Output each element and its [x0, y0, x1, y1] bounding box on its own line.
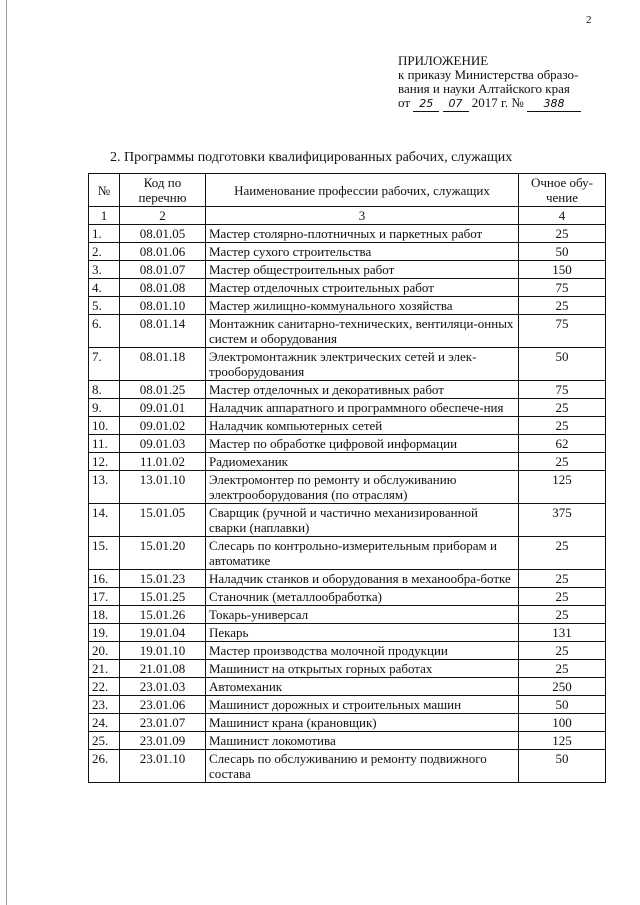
table-row: [89, 660, 606, 678]
row-number: 7.: [89, 348, 120, 381]
row-number: 17.: [89, 588, 120, 606]
table-row: [89, 435, 606, 453]
profession-name: Машинист локомотива: [206, 732, 519, 750]
table-row: [89, 678, 606, 696]
table-row: [89, 453, 606, 471]
row-number: 21.: [89, 660, 120, 678]
program-code: 08.01.06: [120, 243, 206, 261]
full-time-count: 250: [519, 678, 606, 696]
program-code: 08.01.05: [120, 225, 206, 243]
table-row: [89, 696, 606, 714]
header-profession: Наименование профессии рабочих, служащих: [206, 174, 519, 207]
table-row: [89, 225, 606, 243]
profession-name: Мастер производства молочной продукции: [206, 642, 519, 660]
full-time-count: 62: [519, 435, 606, 453]
program-code: 19.01.04: [120, 624, 206, 642]
table-row: [89, 471, 606, 504]
row-number: 19.: [89, 624, 120, 642]
profession-name: Радиомеханик: [206, 453, 519, 471]
full-time-count: 25: [519, 225, 606, 243]
row-number: 23.: [89, 696, 120, 714]
full-time-count: 131: [519, 624, 606, 642]
full-time-count: 125: [519, 471, 606, 504]
full-time-count: 125: [519, 732, 606, 750]
appendix-header: [398, 54, 608, 112]
table-row: [89, 606, 606, 624]
appendix-line-2: вания и науки Алтайского края: [398, 81, 570, 96]
profession-name: Мастер по обработке цифровой информации: [206, 435, 519, 453]
column-number: 2: [120, 207, 206, 225]
row-number: 22.: [89, 678, 120, 696]
program-code: 08.01.18: [120, 348, 206, 381]
table-row: [89, 750, 606, 783]
profession-name: Слесарь по контрольно-измерительным приборам и автоматике: [206, 537, 519, 570]
header-full-time: Очное обу-чение: [519, 174, 606, 207]
programs-table: [88, 173, 606, 783]
program-code: 15.01.26: [120, 606, 206, 624]
profession-name: Наладчик станков и оборудования в механообра-ботке: [206, 570, 519, 588]
full-time-count: 25: [519, 297, 606, 315]
full-time-count: 25: [519, 606, 606, 624]
program-code: 15.01.20: [120, 537, 206, 570]
appendix-line-1: к приказу Министерства образо-: [398, 67, 579, 82]
profession-name: Слесарь по обслуживанию и ремонту подвижного состава: [206, 750, 519, 783]
row-number: 8.: [89, 381, 120, 399]
order-day: 25: [413, 97, 439, 112]
program-code: 08.01.25: [120, 381, 206, 399]
row-number: 16.: [89, 570, 120, 588]
table-row: [89, 261, 606, 279]
full-time-count: 25: [519, 453, 606, 471]
profession-name: Станочник (металлообработка): [206, 588, 519, 606]
page-number: 2: [586, 14, 592, 26]
row-number: 10.: [89, 417, 120, 435]
row-number: 6.: [89, 315, 120, 348]
full-time-count: 25: [519, 660, 606, 678]
full-time-count: 75: [519, 315, 606, 348]
row-number: 15.: [89, 537, 120, 570]
row-number: 13.: [89, 471, 120, 504]
program-code: 23.01.03: [120, 678, 206, 696]
table-body: [89, 225, 606, 783]
program-code: 08.01.14: [120, 315, 206, 348]
row-number: 11.: [89, 435, 120, 453]
profession-name: Мастер жилищно-коммунального хозяйства: [206, 297, 519, 315]
program-code: 08.01.08: [120, 279, 206, 297]
program-code: 09.01.02: [120, 417, 206, 435]
program-code: 11.01.02: [120, 453, 206, 471]
table-row: [89, 381, 606, 399]
profession-name: Пекарь: [206, 624, 519, 642]
table-row: [89, 399, 606, 417]
profession-name: Токарь-универсал: [206, 606, 519, 624]
table-row: [89, 348, 606, 381]
profession-name: Машинист крана (крановщик): [206, 714, 519, 732]
profession-name: Наладчик компьютерных сетей: [206, 417, 519, 435]
profession-name: Мастер сухого строительства: [206, 243, 519, 261]
table-row: [89, 297, 606, 315]
profession-name: Мастер общестроительных работ: [206, 261, 519, 279]
table-header-row: [89, 174, 606, 207]
column-number: 4: [519, 207, 606, 225]
program-code: 15.01.25: [120, 588, 206, 606]
full-time-count: 25: [519, 588, 606, 606]
date-prefix: от: [398, 95, 411, 110]
profession-name: Электромонтер по ремонту и обслуживанию электрооборудования (по отраслям): [206, 471, 519, 504]
program-code: 23.01.07: [120, 714, 206, 732]
full-time-count: 50: [519, 750, 606, 783]
row-number: 3.: [89, 261, 120, 279]
profession-name: Мастер отделочных и декоративных работ: [206, 381, 519, 399]
full-time-count: 75: [519, 279, 606, 297]
column-number: 1: [89, 207, 120, 225]
row-number: 1.: [89, 225, 120, 243]
program-code: 21.01.08: [120, 660, 206, 678]
number-sign: №: [511, 95, 524, 110]
table-row: [89, 243, 606, 261]
table-row: [89, 570, 606, 588]
table-row: [89, 624, 606, 642]
full-time-count: 25: [519, 399, 606, 417]
order-month: 07: [443, 97, 469, 112]
program-code: 15.01.05: [120, 504, 206, 537]
profession-name: Мастер столярно-плотничных и паркетных работ: [206, 225, 519, 243]
table-row: [89, 315, 606, 348]
profession-name: Электромонтажник электрических сетей и элек-трооборудования: [206, 348, 519, 381]
row-number: 2.: [89, 243, 120, 261]
program-code: 23.01.06: [120, 696, 206, 714]
program-code: 19.01.10: [120, 642, 206, 660]
appendix-title: ПРИЛОЖЕНИЕ: [398, 53, 489, 68]
table-row: [89, 537, 606, 570]
table-row: [89, 642, 606, 660]
table-row: [89, 714, 606, 732]
full-time-count: 50: [519, 243, 606, 261]
full-time-count: 25: [519, 642, 606, 660]
full-time-count: 100: [519, 714, 606, 732]
program-code: 09.01.01: [120, 399, 206, 417]
row-number: 4.: [89, 279, 120, 297]
appendix-date-line: [398, 96, 608, 112]
program-code: 13.01.10: [120, 471, 206, 504]
section-title: 2. Программы подготовки квалифицированных рабочих, служащих: [110, 150, 513, 165]
profession-name: Наладчик аппаратного и программного обеспече-ния: [206, 399, 519, 417]
header-code: Код по перечню: [120, 174, 206, 207]
profession-name: Мастер отделочных строительных работ: [206, 279, 519, 297]
row-number: 5.: [89, 297, 120, 315]
header-number: №: [89, 174, 120, 207]
profession-name: Машинист дорожных и строительных машин: [206, 696, 519, 714]
program-code: 23.01.10: [120, 750, 206, 783]
profession-name: Автомеханик: [206, 678, 519, 696]
full-time-count: 150: [519, 261, 606, 279]
row-number: 18.: [89, 606, 120, 624]
row-number: 24.: [89, 714, 120, 732]
profession-name: Машинист на открытых горных работах: [206, 660, 519, 678]
row-number: 9.: [89, 399, 120, 417]
row-number: 26.: [89, 750, 120, 783]
program-code: 23.01.09: [120, 732, 206, 750]
column-numbers-row: [89, 207, 606, 225]
row-number: 14.: [89, 504, 120, 537]
scan-edge-line: [6, 0, 7, 905]
full-time-count: 25: [519, 570, 606, 588]
row-number: 20.: [89, 642, 120, 660]
table-row: [89, 588, 606, 606]
full-time-count: 25: [519, 537, 606, 570]
full-time-count: 25: [519, 417, 606, 435]
table-row: [89, 279, 606, 297]
program-code: 08.01.10: [120, 297, 206, 315]
row-number: 25.: [89, 732, 120, 750]
order-year: 2017 г.: [471, 95, 509, 110]
profession-name: Монтажник санитарно-технических, вентиляци-онных систем и оборудования: [206, 315, 519, 348]
full-time-count: 375: [519, 504, 606, 537]
program-code: 09.01.03: [120, 435, 206, 453]
full-time-count: 50: [519, 348, 606, 381]
table-row: [89, 504, 606, 537]
row-number: 12.: [89, 453, 120, 471]
full-time-count: 75: [519, 381, 606, 399]
program-code: 15.01.23: [120, 570, 206, 588]
table-row: [89, 417, 606, 435]
order-number: 388: [527, 97, 581, 112]
profession-name: Сварщик (ручной и частично механизированной сварки (наплавки): [206, 504, 519, 537]
column-number: 3: [206, 207, 519, 225]
program-code: 08.01.07: [120, 261, 206, 279]
full-time-count: 50: [519, 696, 606, 714]
table-row: [89, 732, 606, 750]
